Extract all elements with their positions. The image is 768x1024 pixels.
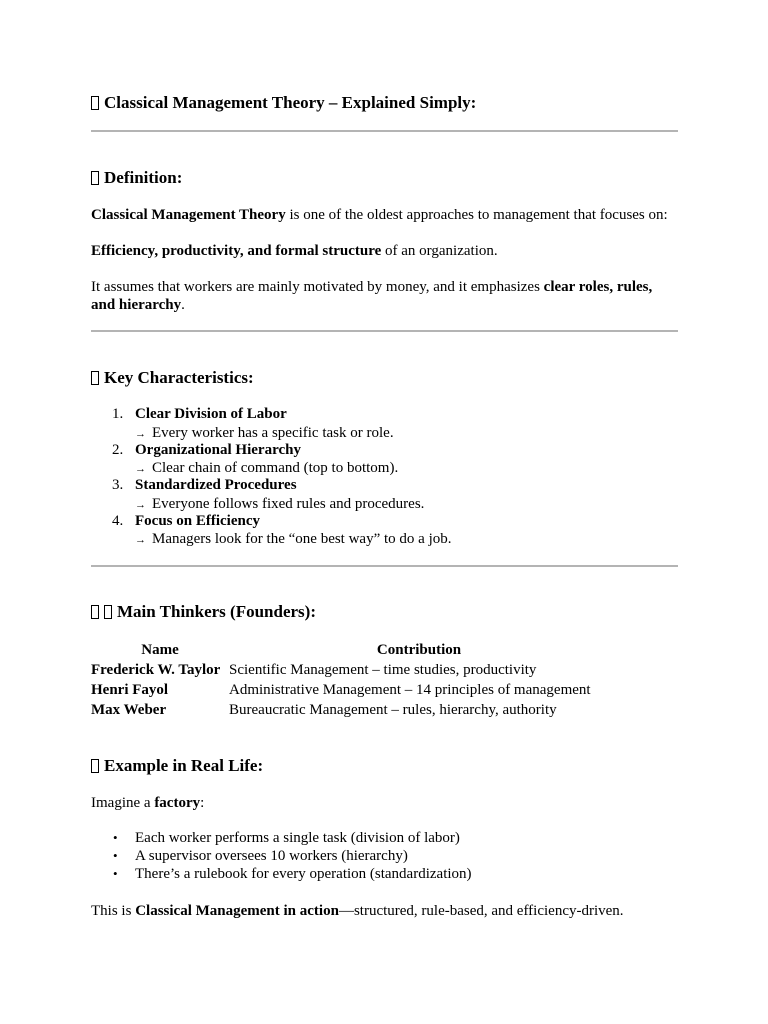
thinker-name: Max Weber [91, 702, 167, 718]
arrow-right-icon: → [135, 463, 146, 475]
example-heading: Example in Real Life: [91, 756, 263, 776]
characteristics-heading: Key Characteristics: [91, 368, 254, 388]
bullet-icon: • [113, 848, 118, 863]
thinker-contribution: Administrative Management – 14 principles of management [229, 682, 591, 698]
definition-paragraph-1: Classical Management Theory is one of the oldest approaches to management that focuses on: [91, 207, 668, 223]
bullet-icon: • [113, 866, 118, 881]
emoji-placeholder-icon [104, 605, 112, 619]
definition-paragraph-3: It assumes that workers are mainly motivated by money, and it emphasizes clear roles, rules, and hierarchy. [91, 279, 653, 313]
emoji-placeholder-icon [91, 759, 99, 773]
divider [91, 130, 678, 132]
page-title: Classical Management Theory – Explained Simply: [91, 93, 476, 113]
divider [91, 330, 678, 332]
table-row [91, 680, 609, 700]
thinker-contribution: Scientific Management – time studies, productivity [229, 662, 537, 678]
thinker-contribution: Bureaucratic Management – rules, hierarchy, authority [229, 702, 557, 718]
definition-paragraph-2: Efficiency, productivity, and formal structure of an organization. [91, 243, 498, 259]
thinker-name: Frederick W. Taylor [91, 662, 221, 678]
example-intro: Imagine a factory: [91, 795, 205, 811]
table-row [91, 700, 609, 720]
arrow-right-icon: → [135, 534, 146, 546]
definition-heading: Definition: [91, 168, 182, 188]
example-conclusion: This is Classical Management in action—structured, rule-based, and efficiency-driven. [91, 903, 624, 919]
table-header-row [91, 640, 609, 660]
thinkers-heading: Main Thinkers (Founders): [91, 602, 316, 622]
thinker-name: Henri Fayol [91, 682, 169, 698]
emoji-placeholder-icon [91, 371, 99, 385]
thinkers-table [91, 640, 609, 720]
divider [91, 565, 678, 567]
table-row [91, 660, 609, 680]
emoji-placeholder-icon [91, 171, 99, 185]
column-header-name: Name [141, 642, 179, 658]
arrow-right-icon: → [135, 428, 146, 440]
column-header-contribution: Contribution [376, 642, 462, 658]
bullet-icon: • [113, 830, 118, 845]
emoji-placeholder-icon [91, 96, 99, 110]
arrow-right-icon: → [135, 499, 146, 511]
emoji-placeholder-icon [91, 605, 99, 619]
